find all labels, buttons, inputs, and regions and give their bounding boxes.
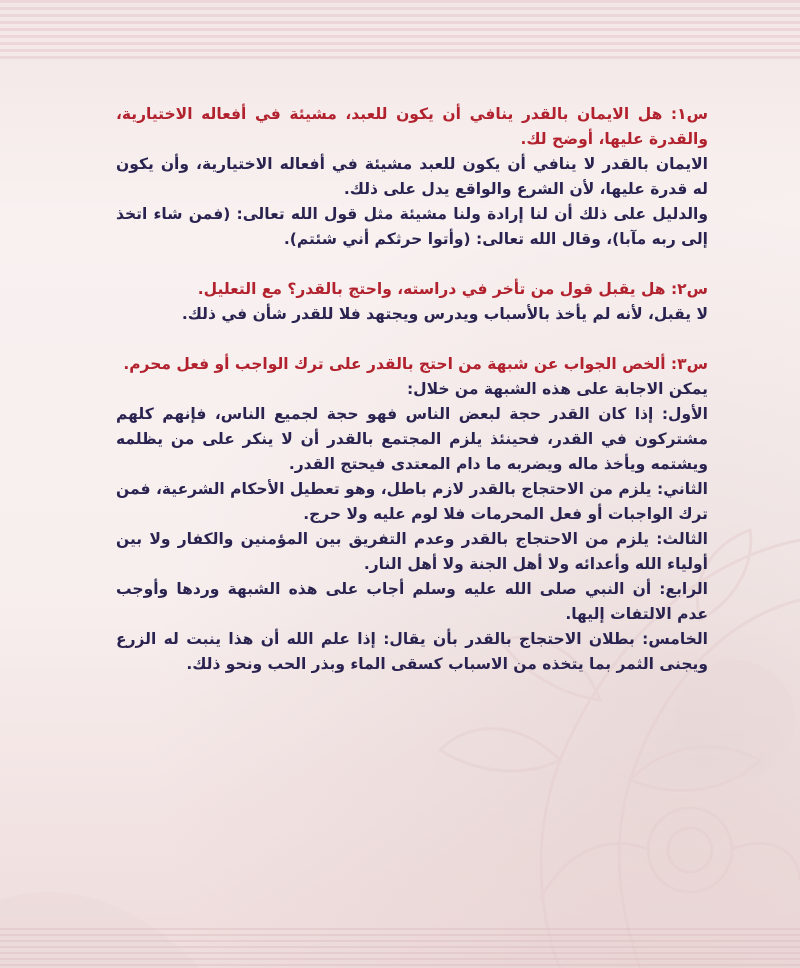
question-3: س٣: ألخص الجواب عن شبهة من احتج بالقدر على ترك الواجب أو فعل محرم.	[123, 355, 708, 373]
answer-2-line-1: لا يقبل، لأنه لم يأخذ بالأسباب ويدرس ويجتهد فلا للقدر شأن في ذلك.	[181, 305, 708, 323]
answer-3-point-5: الخامس: بطلان الاحتجاج بالقدر بأن يقال: إذا علم الله أن هذا ينبت له الزرع ويجنى الثمر بما يتخذه من الاسباب كسقى الماء وبذر الحب ونحو ذلك.	[116, 630, 708, 673]
bottom-stripe-border	[0, 928, 800, 968]
spacer	[116, 252, 708, 277]
question-2: س٢: هل يقبل قول من تأخر في دراسته، واحتج بالقدر؟ مع التعليل.	[197, 280, 708, 298]
answer-3-point-3: الثالث: يلزم من الاحتجاج بالقدر وعدم التفريق بين المؤمنين والكفار ولا بين أولياء الله وأعدائه ولا أهل الجنة ولا أهل النار.	[116, 530, 708, 573]
question-1: س١: هل الايمان بالقدر ينافي أن يكون للعبد، مشيئة في أفعاله الاختيارية، والقدرة عليها، أوضح لك.	[116, 105, 708, 148]
qa-content	[116, 102, 708, 677]
answer-3-point-4: الرابع: أن النبي صلى الله عليه وسلم أجاب على هذه الشبهة وردها وأوجب عدم الالتفات إليها.	[116, 580, 708, 623]
spacer	[116, 327, 708, 352]
answer-3-point-1: الأول: إذا كان القدر حجة لبعض الناس فهو حجة لجميع الناس، فإنهم كلهم مشتركون في القدر، فحينئذ يلزم المجتمع بالقدر أن لا ينكر على من يظلمه ويشتمه ويأخذ ماله ويضربه ما دام المعتدى فيحتج القدر.	[116, 405, 708, 473]
answer-1-line-1: الايمان بالقدر لا ينافي أن يكون للعبد مشيئة في أفعاله الاختيارية، وأن يكون له قدرة عليها، لأن الشرع والواقع يدل على ذلك.	[116, 155, 708, 198]
answer-3-intro: يمكن الاجابة على هذه الشبهة من خلال:	[406, 380, 708, 398]
answer-3-point-2: الثاني: يلزم من الاحتجاج بالقدر لازم باطل، وهو تعطيل الأحكام الشرعية، فمن ترك الواجبات أو فعل المحرمات فلا لوم عليه ولا حرج.	[116, 480, 708, 523]
answer-1-line-2: والدليل على ذلك أن لنا إرادة ولنا مشيئة مثل قول الله تعالى: (فمن شاء اتخذ إلى ربه مآبا)، وقال الله تعالى: (وأتوا حرثكم أني شئتم).	[116, 205, 708, 248]
